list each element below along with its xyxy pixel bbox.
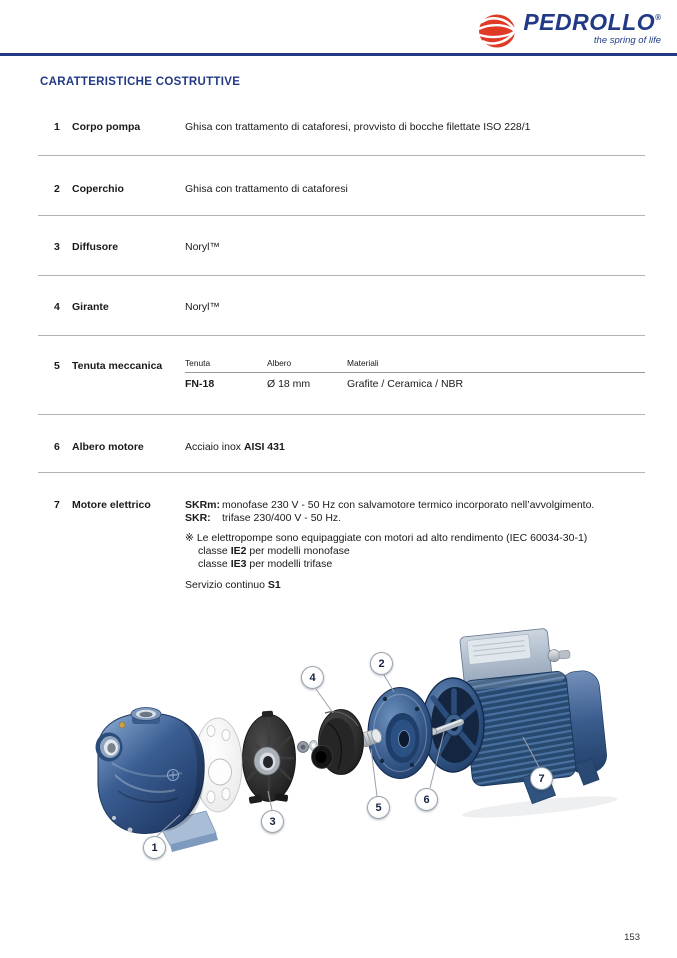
class-ie2: IE2: [230, 545, 247, 557]
row-number: 6: [54, 441, 60, 453]
brand-tagline: the spring of life: [593, 35, 661, 46]
motor-skr-line: [185, 512, 645, 525]
row-name: Motore elettrico: [72, 499, 151, 511]
row-description: [185, 441, 645, 472]
service-class: S1: [267, 579, 281, 591]
spec-row-motore-elettrico: [38, 473, 645, 600]
callout-3-diffuser: 3: [261, 810, 284, 833]
spec-row-albero-motore: [38, 415, 645, 473]
pedrollo-swirl-icon: [478, 12, 518, 50]
page-title: CARATTERISTICHE COSTRUTTIVE: [40, 76, 241, 88]
row-number: 2: [54, 183, 60, 195]
callout-6-motor-shaft: 6: [415, 788, 438, 811]
seal-materials-value: Grafite / Ceramica / NBR: [347, 377, 464, 390]
spec-row-coperchio: [38, 156, 645, 216]
row-description: Noryl™: [185, 301, 221, 313]
row-name: Girante: [72, 301, 109, 313]
row-name: Diffusore: [72, 241, 119, 253]
row-name: Coperchio: [72, 183, 124, 195]
callout-1-pump-body: 1: [143, 836, 166, 859]
spec-table: [38, 98, 645, 600]
seal-subtable: [185, 360, 645, 414]
row-description: Noryl™: [185, 241, 221, 253]
spec-row-diffusore: [38, 216, 645, 276]
row-number: 3: [54, 241, 60, 253]
class-prefix: classe: [198, 558, 231, 570]
seal-col-materiali-header: Materiali: [347, 358, 379, 368]
seal-subtable-values: [185, 373, 645, 391]
row-number: 1: [54, 121, 60, 133]
description-bold-text: AISI 431: [243, 441, 285, 453]
row-name: Corpo pompa: [72, 121, 141, 133]
class-ie3: IE3: [230, 558, 247, 570]
row-number: 5: [54, 360, 60, 372]
reference-mark: ※: [185, 532, 194, 544]
header-rule: [0, 53, 677, 56]
motor-details: [185, 499, 645, 600]
page-number: 153: [624, 932, 640, 943]
part-diffuser: [243, 711, 296, 804]
class-suffix: per modelli monofase: [246, 545, 350, 557]
motor-class-ie2-line: [185, 545, 645, 558]
row-number: 7: [54, 499, 60, 511]
skr-text: trifase 230/400 V - 50 Hz.: [222, 512, 342, 524]
row-name: Albero motore: [72, 441, 144, 453]
spec-row-tenuta-meccanica: [38, 336, 645, 415]
skr-label: SKR:: [185, 512, 211, 524]
callout-7-electric-motor: 7: [530, 767, 553, 790]
pedrollo-logo: [478, 10, 661, 50]
part-pump-body: [96, 708, 219, 853]
skrm-text: monofase 230 V - 50 Hz con salvamotore termico incorporato nell’avvolgimento.: [222, 499, 595, 511]
callout-2-cover: 2: [370, 652, 393, 675]
spec-row-girante: [38, 276, 645, 336]
motor-class-ie3-line: [185, 558, 645, 571]
row-description: Ghisa con trattamento di cataforesi: [185, 183, 348, 195]
row-number: 4: [54, 301, 60, 313]
registered-mark: ®: [655, 13, 661, 22]
class-prefix: classe: [198, 545, 231, 557]
spec-row-corpo-pompa: [38, 98, 645, 156]
seal-shaft-value: Ø 18 mm: [267, 377, 311, 390]
brand-wordmark: PEDROLLO: [523, 9, 656, 35]
seal-type-value: FN-18: [185, 377, 215, 390]
row-name: Tenuta meccanica: [72, 360, 163, 372]
callout-5-seal: 5: [367, 796, 390, 819]
seal-subtable-header: [185, 358, 645, 373]
callout-4-impeller: 4: [301, 666, 324, 689]
note-text: Le elettropompe sono equipaggiate con motori ad alto rendimento (IEC 60034-30-1): [196, 532, 588, 544]
class-suffix: per modelli trifase: [246, 558, 333, 570]
part-impeller: [312, 710, 364, 775]
seal-col-tenuta-header: Tenuta: [185, 358, 211, 368]
motor-skrm-line: [185, 499, 645, 512]
motor-efficiency-note: [185, 532, 645, 545]
service-text: Servizio continuo: [185, 579, 268, 591]
exploded-pump-diagram: [70, 625, 630, 895]
row-description: Ghisa con trattamento di cataforesi, provvisto di bocche filettate ISO 228/1: [185, 121, 531, 133]
motor-service-line: [185, 579, 645, 592]
skrm-label: SKRm:: [185, 499, 221, 511]
description-text: Acciaio inox: [185, 441, 244, 453]
seal-col-albero-header: Albero: [267, 358, 292, 368]
